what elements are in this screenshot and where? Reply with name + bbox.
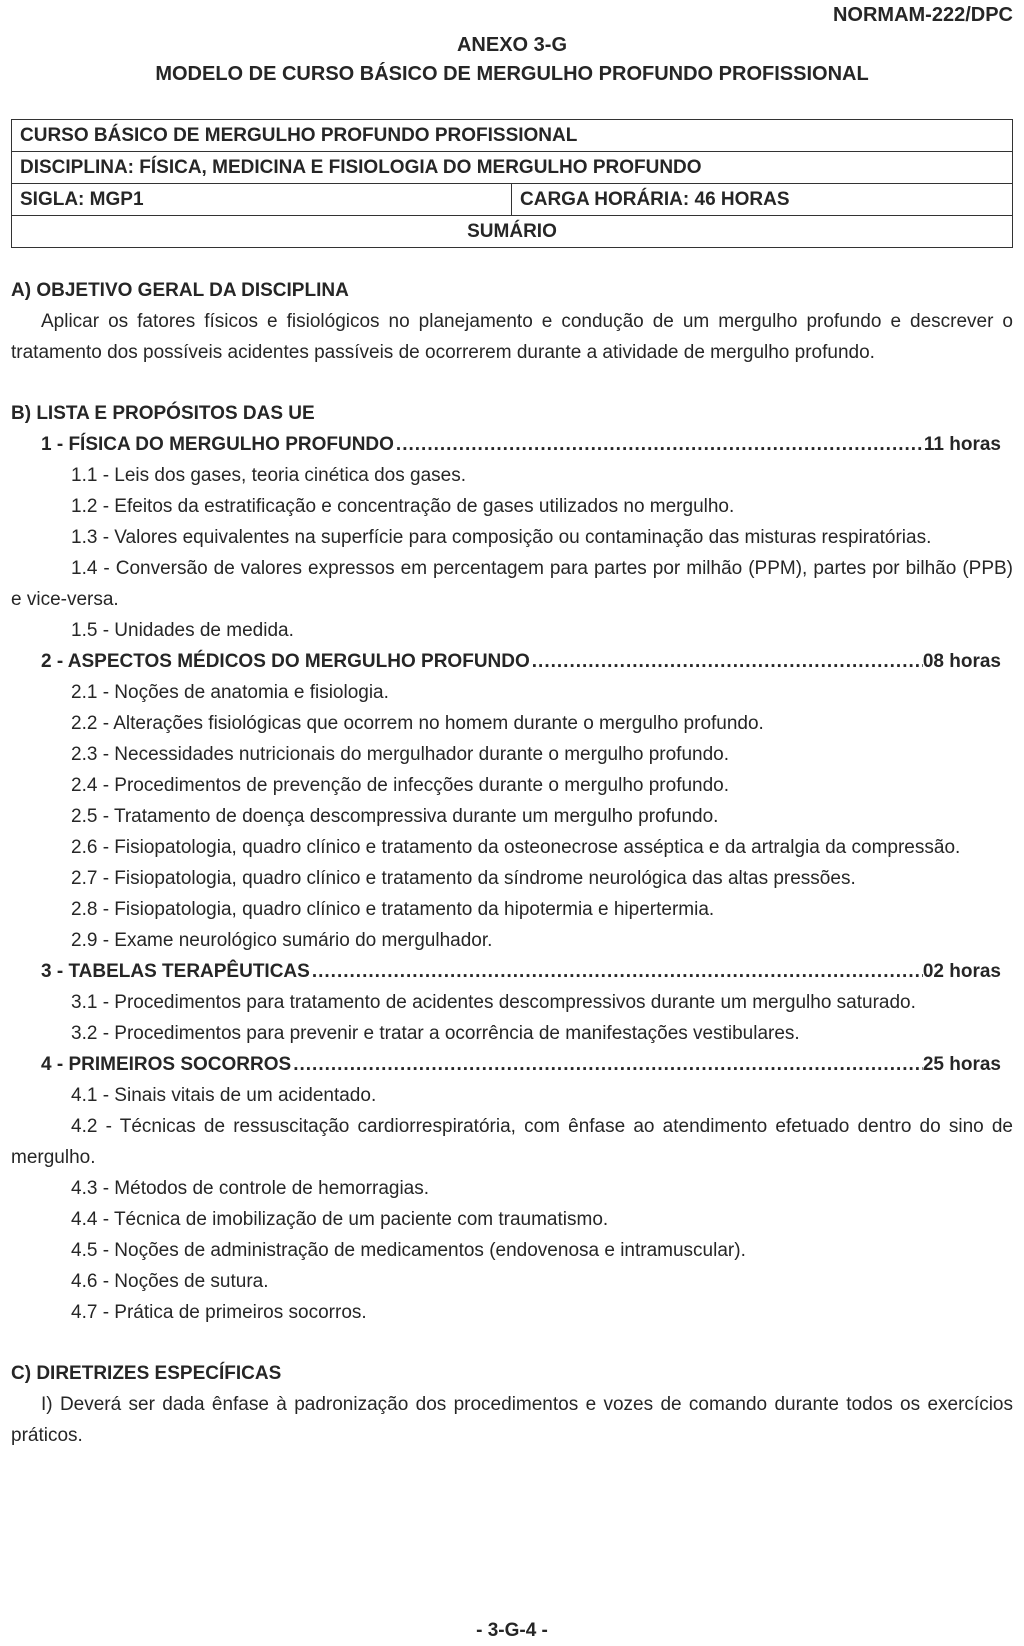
page-number: - 3-G-4 - bbox=[476, 1620, 548, 1641]
unit-hours: 25 horas bbox=[922, 1054, 1001, 1075]
unit-hours: 02 horas bbox=[922, 961, 1001, 982]
unit-title: 3 - TABELAS TERAPÊUTICAS bbox=[41, 961, 310, 982]
list-item: 2.3 - Necessidades nutricionais do mergulhador durante o mergulho profundo. bbox=[71, 744, 730, 765]
course-name: CURSO BÁSICO DE MERGULHO PROFUNDO PROFISSIONAL bbox=[12, 120, 1012, 152]
list-item: 1.4 - Conversão de valores expressos em percentagem para partes por milhão (PPM), partes por bilhão (PPB) e vice-versa. bbox=[11, 558, 1013, 610]
code-hours-row bbox=[12, 184, 1012, 216]
list-item: 3.2 - Procedimentos para prevenir e tratar a ocorrência de manifestações vestibulares. bbox=[71, 1023, 800, 1044]
unit-title: 4 - PRIMEIROS SOCORROS bbox=[41, 1054, 292, 1075]
list-item: 4.3 - Métodos de controle de hemorragias. bbox=[71, 1178, 430, 1199]
list-item: 4.4 - Técnica de imobilização de um paciente com traumatismo. bbox=[71, 1209, 609, 1230]
dot-leader bbox=[291, 1049, 923, 1080]
list-item: 4.6 - Noções de sutura. bbox=[71, 1271, 269, 1292]
course-hours: CARGA HORÁRIA: 46 HORAS bbox=[520, 189, 790, 210]
list-item: 4.7 - Prática de primeiros socorros. bbox=[71, 1302, 367, 1323]
list-item: 4.2 - Técnicas de ressuscitação cardiorrespiratória, com ênfase ao atendimento efetuado dentro do sino de mergulho. bbox=[11, 1116, 1013, 1168]
list-item: 2.2 - Alterações fisiológicas que ocorrem no homem durante o mergulho profundo. bbox=[71, 713, 764, 734]
list-item: 1.1 - Leis dos gases, teoria cinética dos gases. bbox=[71, 465, 467, 486]
section-c-text: I) Deverá ser dada ênfase à padronização dos procedimentos e vozes de comando durante todos os exercícios práticos. bbox=[11, 1394, 1013, 1446]
course-info-table bbox=[11, 119, 1013, 248]
unit-hours: 11 horas bbox=[923, 434, 1001, 455]
annex-title: ANEXO 3-G bbox=[456, 34, 568, 56]
dot-leader bbox=[394, 429, 924, 460]
unit-heading bbox=[11, 956, 1013, 987]
dot-leader bbox=[530, 646, 923, 677]
list-item: 2.8 - Fisiopatologia, quadro clínico e tratamento da hipotermia e hipertermia. bbox=[71, 899, 715, 920]
course-code: SIGLA: MGP1 bbox=[12, 184, 512, 215]
list-item: 4.1 - Sinais vitais de um acidentado. bbox=[71, 1085, 377, 1106]
list-item: 1.5 - Unidades de medida. bbox=[71, 620, 294, 641]
unit-hours: 08 horas bbox=[922, 651, 1001, 672]
list-item: 2.4 - Procedimentos de prevenção de infecções durante o mergulho profundo. bbox=[71, 775, 730, 796]
unit-heading bbox=[11, 429, 1013, 460]
list-item: 3.1 - Procedimentos para tratamento de acidentes descompressivos durante um mergulho saturado. bbox=[71, 992, 916, 1013]
list-item: 2.1 - Noções de anatomia e fisiologia. bbox=[71, 682, 389, 703]
section-a-text: Aplicar os fatores físicos e fisiológicos no planejamento e condução de um mergulho profundo e descrever o tratamento dos possíveis acidentes passíveis de ocorrerem durante a atividade de mergulho profundo. bbox=[11, 311, 1013, 363]
list-item: 2.7 - Fisiopatologia, quadro clínico e tratamento da síndrome neurológica das altas pressões. bbox=[71, 868, 856, 889]
section-c-heading: C) DIRETRIZES ESPECÍFICAS bbox=[11, 1363, 282, 1384]
document-body bbox=[11, 275, 1013, 1451]
model-title: MODELO DE CURSO BÁSICO DE MERGULHO PROFUNDO PROFISSIONAL bbox=[155, 63, 869, 85]
discipline-name: DISCIPLINA: FÍSICA, MEDICINA E FISIOLOGIA DO MERGULHO PROFUNDO bbox=[12, 152, 1012, 184]
summary-label: SUMÁRIO bbox=[467, 221, 557, 242]
list-item: 1.3 - Valores equivalentes na superfície para composição ou contaminação das misturas respiratórias. bbox=[71, 527, 932, 548]
list-item: 2.6 - Fisiopatologia, quadro clínico e tratamento da osteonecrose asséptica e da artralgia da compressão. bbox=[71, 837, 961, 858]
unit-title: 2 - ASPECTOS MÉDICOS DO MERGULHO PROFUNDO bbox=[41, 651, 530, 672]
dot-leader bbox=[310, 956, 923, 987]
unit-heading bbox=[11, 1049, 1013, 1080]
section-a-heading: A) OBJETIVO GERAL DA DISCIPLINA bbox=[11, 280, 349, 301]
list-item: 2.5 - Tratamento de doença descompressiva durante um mergulho profundo. bbox=[71, 806, 719, 827]
section-b-heading: B) LISTA E PROPÓSITOS DAS UE bbox=[11, 403, 315, 424]
document-page bbox=[11, 0, 1013, 1646]
list-item: 4.5 - Noções de administração de medicamentos (endovenosa e intramuscular). bbox=[71, 1240, 746, 1261]
unit-heading bbox=[11, 646, 1013, 677]
unit-title: 1 - FÍSICA DO MERGULHO PROFUNDO bbox=[41, 434, 394, 455]
document-code: NORMAM-222/DPC bbox=[832, 4, 1013, 26]
list-item: 1.2 - Efeitos da estratificação e concentração de gases utilizados no mergulho. bbox=[71, 496, 735, 517]
list-item: 2.9 - Exame neurológico sumário do mergulhador. bbox=[71, 930, 493, 951]
